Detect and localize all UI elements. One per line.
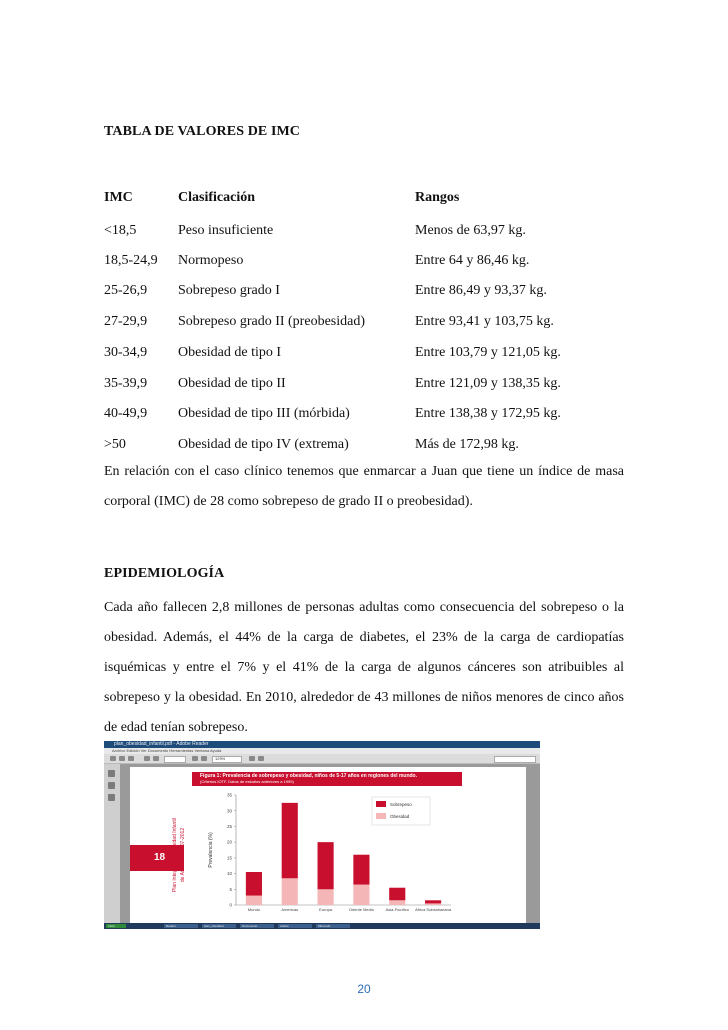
table-row <box>104 376 624 396</box>
cell-imc: 27-29,9 <box>104 314 148 329</box>
table-row <box>104 253 624 273</box>
zoom-field <box>212 756 242 763</box>
taskbar-item <box>240 924 274 928</box>
y-tick-label: 15 <box>226 855 232 861</box>
taskbar-item <box>164 924 198 928</box>
table-row <box>104 345 624 365</box>
bar-obesidad <box>282 878 298 905</box>
taskbar-item-label: Microsoft <box>318 924 331 928</box>
bar-sobrepeso <box>318 842 334 889</box>
epidemiologia-heading: EPIDEMIOLOGÍA <box>104 566 225 581</box>
table-row <box>104 223 624 243</box>
col-header-clasificacion: Clasificación <box>178 190 255 205</box>
search-input <box>494 756 536 763</box>
table-row <box>104 314 624 334</box>
col-header-imc: IMC <box>104 190 133 205</box>
bar-obesidad <box>246 896 262 905</box>
page-number: 20 <box>357 982 371 996</box>
windows-taskbar <box>104 923 540 929</box>
cell-rango: Entre 93,41 y 103,75 kg. <box>415 314 554 329</box>
y-tick-label: 5 <box>229 886 232 892</box>
cell-imc: 40-49,9 <box>104 406 148 421</box>
vertical-caption-1-text: Plan Integral de Obesidad Infantil <box>172 818 178 892</box>
y-tick-label: 35 <box>226 792 232 798</box>
cell-clasificacion: Sobrepeso grado I <box>178 283 280 298</box>
cell-rango: Entre 103,79 y 121,05 kg. <box>415 345 561 360</box>
table-row <box>104 283 624 303</box>
cell-imc: >50 <box>104 437 126 452</box>
cell-rango: Entre 86,49 y 93,37 kg. <box>415 283 547 298</box>
imc-table-header <box>104 190 624 210</box>
figure-subtitle: (Criterios IOTF. Datos de estudios anteriores a 1999) <box>200 779 294 784</box>
epidemiologia-paragraph: Cada año fallecen 2,8 millones de personas adultas como consecuencia del sobrepeso o la obesidad. Además, el 44% de la carga de diabetes, el 23% de la carga de cardiopatías isquémicas y entre el 7% y el 41% de la carga de algunos cánceres son atribuibles al sobrepeso y la obesidad. En 2010, alrededor de 43 millones de niños menores de cinco años de edad tenían sobrepeso. <box>104 600 624 735</box>
taskbar-item-label: Documento <box>242 924 258 928</box>
cell-clasificacion: Obesidad de tipo IV (extrema) <box>178 437 349 452</box>
x-tick-label: Africa Subsahariana <box>415 907 452 912</box>
bar-sobrepeso <box>425 900 441 903</box>
cell-clasificacion: Normopeso <box>178 253 244 268</box>
legend-label-sobrepeso: Sobrepeso <box>390 802 412 807</box>
cell-imc: 30-34,9 <box>104 345 148 360</box>
bar-sobrepeso <box>246 872 262 896</box>
hand-tool-icon <box>249 756 255 761</box>
y-tick-label: 25 <box>226 824 232 830</box>
cell-clasificacion: Obesidad de tipo III (mórbida) <box>178 406 350 421</box>
reader-window-title: plan_obesidad_infantil.pdf - Adobe Reader <box>114 741 209 747</box>
zoom-in-icon <box>201 756 207 761</box>
cell-rango: Menos de 63,97 kg. <box>415 223 526 238</box>
taskbar-item <box>278 924 312 928</box>
bar-obesidad <box>353 885 369 905</box>
bar-obesidad <box>389 900 405 905</box>
reader-menu-items: Archivo Edición Ver Documento Herramientas Ventana Ayuda <box>112 748 222 753</box>
zoom-level: 129% <box>215 756 226 761</box>
reader-document-area <box>120 764 540 924</box>
legend-label-obesidad: Obesidad <box>390 814 410 819</box>
col-header-rangos: Rangos <box>415 190 460 205</box>
pdf-page <box>130 767 526 924</box>
bar-obesidad <box>425 903 441 905</box>
taskbar-item <box>202 924 236 928</box>
cell-clasificacion: Peso insuficiente <box>178 223 274 238</box>
taskbar-item <box>316 924 350 928</box>
x-tick-label: Europa <box>319 907 333 912</box>
open-icon <box>110 756 116 761</box>
cell-rango: Entre 64 y 86,46 kg. <box>415 253 530 268</box>
imc-paragraph: En relación con el caso clínico tenemos que enmarcar a Juan que tiene un índice de masa corporal (IMC) de 28 como sobrepeso de grado II o preobesidad). <box>104 464 624 509</box>
vertical-caption-1 <box>170 797 178 917</box>
cell-imc: 18,5-24,9 <box>104 253 158 268</box>
embedded-screenshot <box>104 741 540 929</box>
table-row <box>104 406 624 426</box>
attachments-icon <box>108 782 115 789</box>
x-tick-label: Mundo <box>247 907 261 912</box>
prevalence-chart <box>206 787 466 919</box>
y-tick-label: 30 <box>226 808 232 814</box>
reader-sidebar <box>104 764 120 924</box>
figure-title: Figura 1: Prevalencia de sobrepeso y obesidad, niños de 5-17 años en regiones del mundo. <box>200 773 418 779</box>
y-tick-label: 20 <box>226 839 232 845</box>
imc-heading: TABLA DE VALORES DE IMC <box>104 124 301 139</box>
bar-sobrepeso <box>353 855 369 885</box>
vertical-caption-2-text: de Andalucía 2007-2012 <box>180 827 186 883</box>
page-field <box>164 756 186 763</box>
prev-page-icon <box>144 756 150 761</box>
figure-title-box <box>192 772 462 786</box>
reader-toolbar <box>104 754 540 764</box>
zoom-out-icon <box>192 756 198 761</box>
email-icon <box>128 756 134 761</box>
comments-icon <box>108 794 115 801</box>
table-row <box>104 437 624 457</box>
cell-imc: 25-26,9 <box>104 283 148 298</box>
start-button <box>106 924 126 928</box>
taskbar-item-label: Inicio <box>108 924 116 928</box>
print-icon <box>119 756 125 761</box>
next-page-icon <box>153 756 159 761</box>
y-tick-label: 0 <box>229 902 232 908</box>
bar-obesidad <box>318 889 334 905</box>
side-tab-number: 18 <box>154 852 166 863</box>
reader-titlebar <box>104 741 540 748</box>
bar-sobrepeso <box>282 803 298 878</box>
x-tick-label: Oriente Medio <box>348 907 374 912</box>
cell-imc: <18,5 <box>104 223 137 238</box>
cell-rango: Entre 121,09 y 138,35 kg. <box>415 376 561 391</box>
x-tick-label: Americas <box>281 907 299 912</box>
vertical-caption-2 <box>178 797 186 917</box>
cell-rango: Más de 172,98 kg. <box>415 437 519 452</box>
y-axis-label: Prevalencia (%) <box>208 832 214 868</box>
cell-imc: 35-39,9 <box>104 376 148 391</box>
select-tool-icon <box>258 756 264 761</box>
cell-clasificacion: Sobrepeso grado II (preobesidad) <box>178 314 365 329</box>
cell-clasificacion: Obesidad de tipo II <box>178 376 286 391</box>
x-tick-label: Asia-Pacífico <box>385 907 409 912</box>
bar-sobrepeso <box>389 888 405 901</box>
taskbar-item-label: Reader <box>166 924 176 928</box>
pages-panel-icon <box>108 770 115 777</box>
taskbar-item-label: Adobe <box>280 924 289 928</box>
legend-swatch-obesidad <box>376 813 386 819</box>
legend-swatch-sobrepeso <box>376 801 386 807</box>
cell-clasificacion: Obesidad de tipo I <box>178 345 282 360</box>
y-tick-label: 10 <box>226 871 232 877</box>
cell-rango: Entre 138,38 y 172,95 kg. <box>415 406 561 421</box>
taskbar-item-label: plan_obesidad <box>204 924 224 928</box>
